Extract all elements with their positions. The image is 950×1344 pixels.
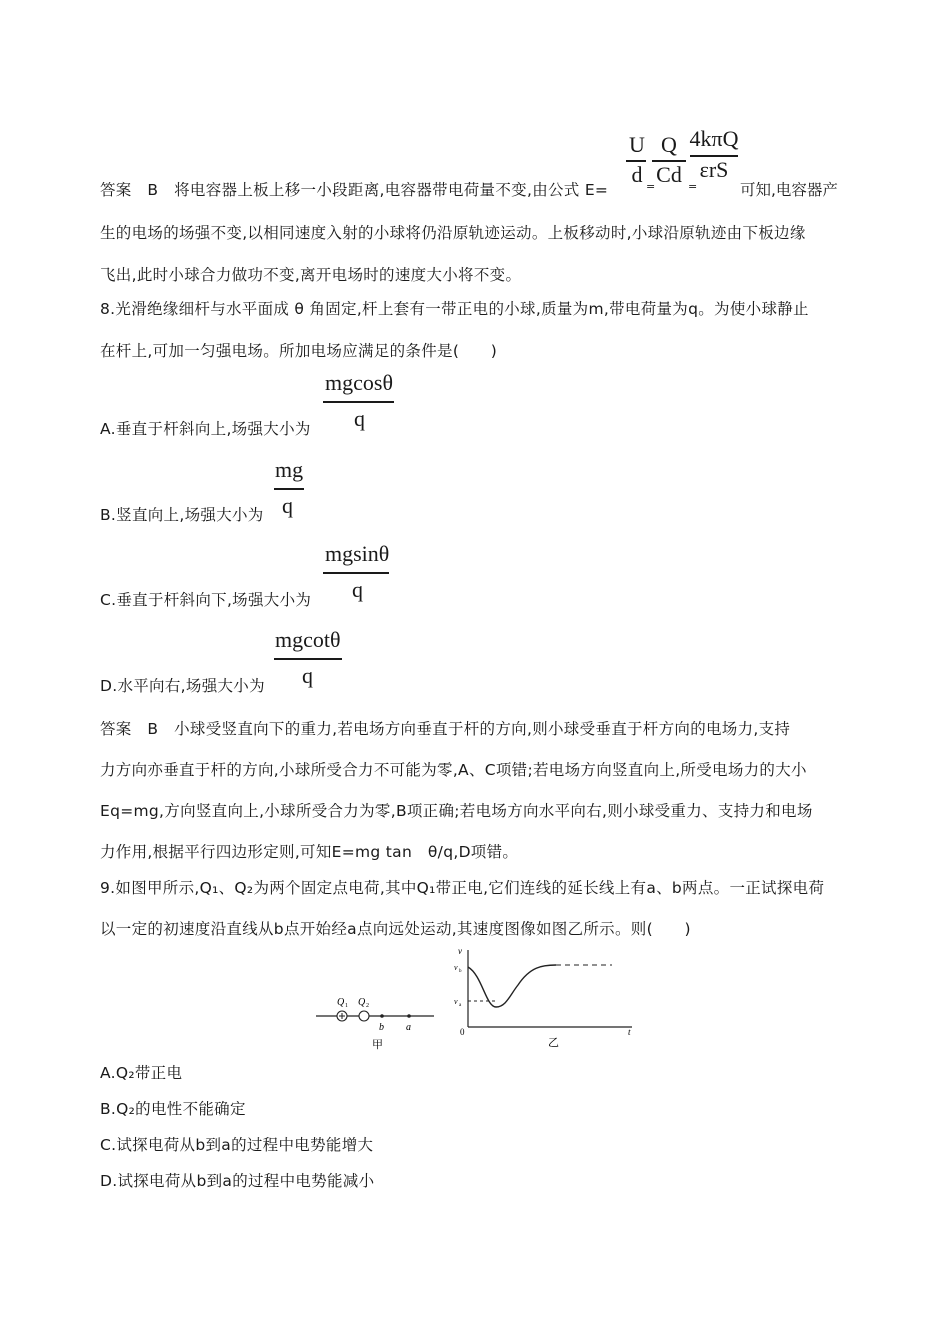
- origin-label: 0: [460, 1027, 465, 1037]
- option-d-numerator: mgcotθ: [275, 627, 341, 652]
- vb-label: v: [454, 963, 458, 972]
- q8-answer-line4: 力作用,根据平行四边形定则,可知E=mg tan θ/q,D项错。: [100, 843, 519, 861]
- q7-answer-lead: 答案 B 将电容器上板上移一小段距离,电容器带电荷量不变,由公式 E=: [100, 181, 609, 199]
- b-label: b: [379, 1022, 384, 1033]
- figure-yi: [452, 945, 642, 1050]
- vb-sub: b: [459, 969, 462, 974]
- point-a-dot: [407, 1014, 411, 1018]
- frac-q-denominator: Cd: [656, 162, 682, 187]
- option-a-frac-bar: [323, 401, 394, 403]
- q9-option-a: A.Q₂带正电: [100, 1064, 183, 1082]
- option-c-denominator: q: [352, 577, 363, 602]
- q7-answer-line3: 飞出,此时小球合力做功不变,离开电场时的速度大小将不变。: [100, 266, 522, 284]
- option-d-denominator: q: [302, 663, 313, 688]
- t-axis-label: t: [628, 1027, 631, 1037]
- q7-answer-tail: 可知,电容器产: [740, 181, 838, 199]
- q8-answer-line1: 答案 B 小球受竖直向下的重力,若电场方向垂直于杆的方向,则小球受垂直于杆方向的电场力,支持: [100, 720, 791, 738]
- q2-label: Q: [358, 997, 366, 1008]
- option-a-label: A.垂直于杆斜向上,场强大小为: [100, 420, 311, 438]
- q7-answer-line2: 生的电场的场强不变,以相同速度入射的小球将仍沿原轨迹运动。上板移动时,小球沿原轨迹由下板边缘: [100, 224, 806, 242]
- yi-caption: 乙: [548, 1037, 559, 1049]
- option-b-denominator: q: [282, 493, 293, 518]
- frac-q-numerator: Q: [661, 132, 677, 157]
- q8-answer-line3: Eq=mg,方向竖直向上,小球所受合力为零,B项正确;若电场方向水平向右,则小球受重力、支持力和电场: [100, 802, 813, 820]
- v-axis-label: v: [458, 946, 462, 956]
- option-d-label: D.水平向右,场强大小为: [100, 677, 265, 695]
- option-b-label: B.竖直向上,场强大小为: [100, 506, 264, 524]
- q8-answer-line2: 力方向亦垂直于杆的方向,小球所受合力不可能为零,A、C项错;若电场方向竖直向上,所受电场力的大小: [100, 761, 807, 779]
- frac-4kpiq-numerator: 4kπQ: [689, 126, 739, 151]
- point-b-dot: [380, 1014, 384, 1018]
- q7-answer-line1: [100, 178, 608, 200]
- q9-option-c: C.试探电荷从b到a的过程中电势能增大: [100, 1136, 374, 1154]
- q2-charge-circle: [359, 1011, 369, 1021]
- q9-option-b: B.Q₂的电性不能确定: [100, 1100, 246, 1118]
- q2-sub: 2: [366, 1003, 369, 1009]
- equals-sign-2: =: [688, 180, 698, 193]
- frac-u-denominator: d: [631, 162, 643, 187]
- option-c-label: C.垂直于杆斜向下,场强大小为: [100, 591, 312, 609]
- q8-stem-line2: 在杆上,可加一匀强电场。所加电场应满足的条件是( ): [100, 342, 498, 360]
- jia-caption: 甲: [372, 1039, 383, 1050]
- frac-4kpiq-denominator: εrS: [699, 157, 729, 182]
- q8-stem-line1: 8.光滑绝缘细杆与水平面成 θ 角固定,杆上套有一带正电的小球,质量为m,带电荷量为q。为使小球静止: [100, 300, 809, 318]
- frac-u-numerator: U: [629, 132, 645, 157]
- option-a-denominator: q: [354, 406, 365, 431]
- a-label: a: [406, 1022, 411, 1033]
- option-a-numerator: mgcosθ: [325, 370, 393, 395]
- q9-stem-line1: 9.如图甲所示,Q₁、Q₂为两个固定点电荷,其中Q₁带正电,它们连线的延长线上有a、b两点。一正试探电荷: [100, 879, 825, 897]
- va-label: v: [454, 997, 458, 1006]
- option-c-frac-bar: [323, 572, 389, 574]
- option-b-frac-bar: [274, 488, 304, 490]
- figure-jia: [310, 985, 440, 1050]
- q1-label: Q: [337, 997, 345, 1008]
- equals-sign-1: =: [646, 180, 656, 193]
- option-b-numerator: mg: [275, 457, 304, 482]
- q9-stem-line2: 以一定的初速度沿直线从b点开始经a点向远处运动,其速度图像如图乙所示。则( ): [100, 920, 691, 938]
- q1-sub: 1: [345, 1003, 348, 1009]
- option-d-frac-bar: [274, 658, 342, 660]
- q9-option-d: D.试探电荷从b到a的过程中电势能减小: [100, 1172, 375, 1190]
- option-c-numerator: mgsinθ: [325, 541, 390, 566]
- va-sub: a: [459, 1003, 462, 1008]
